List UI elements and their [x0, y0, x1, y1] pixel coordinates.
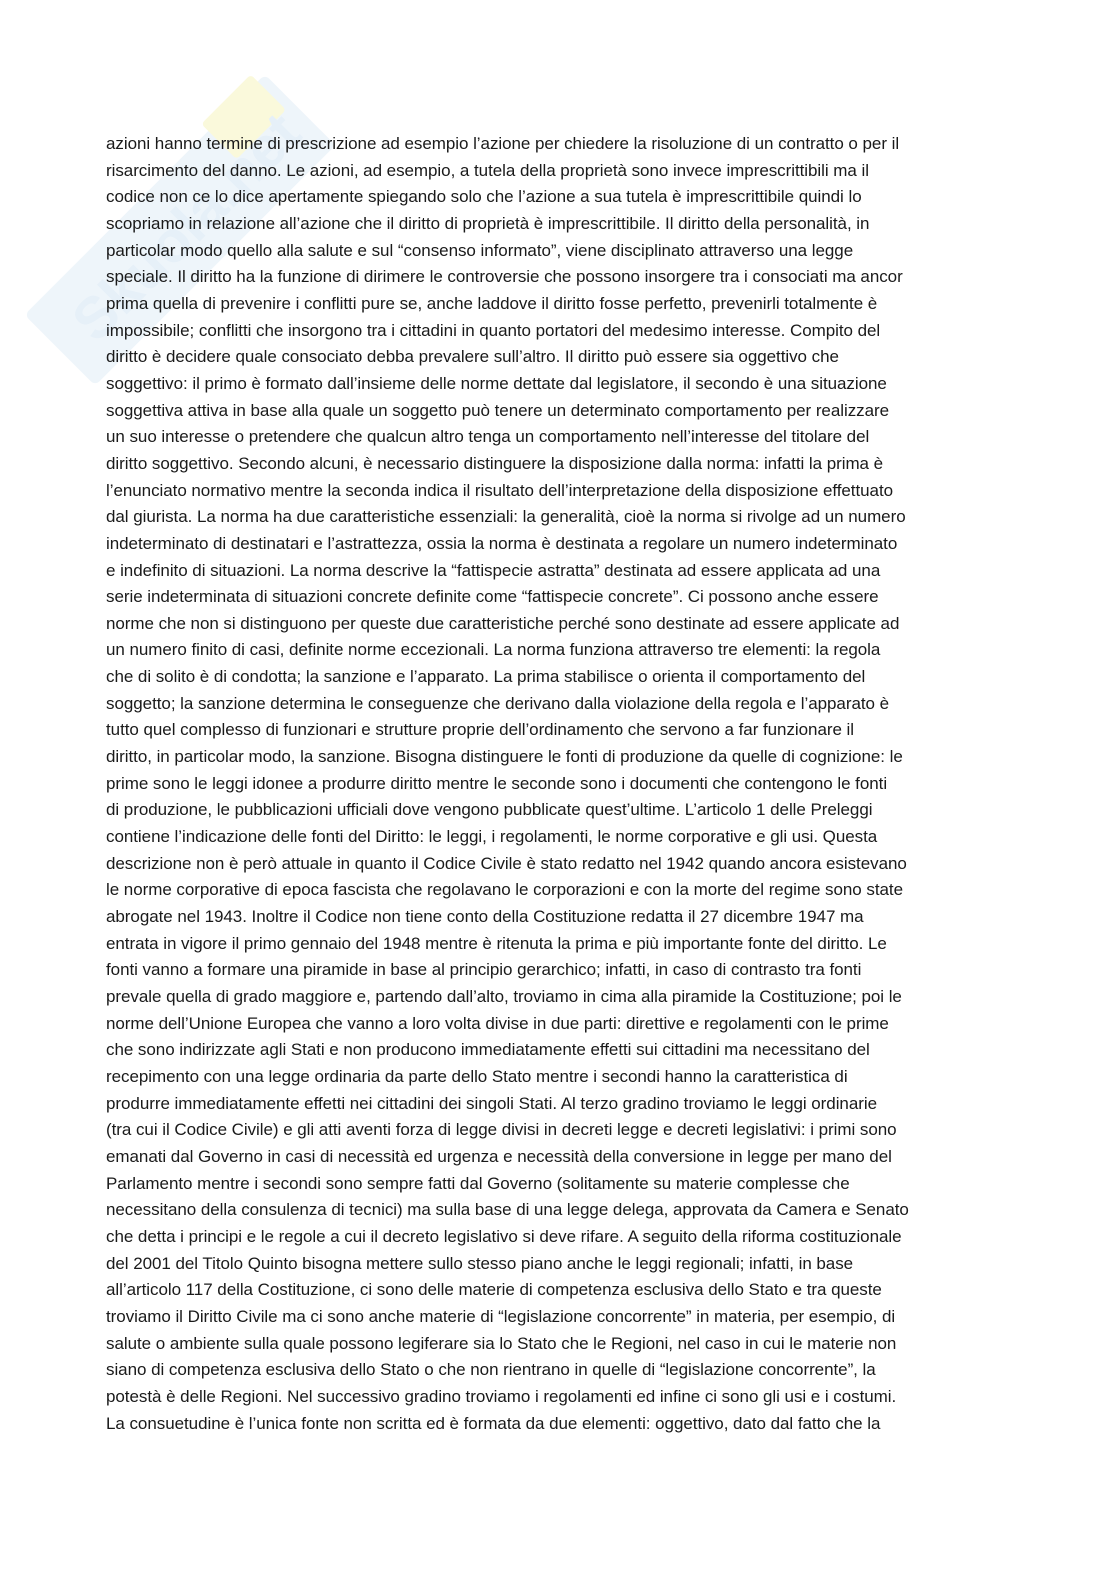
text-line: prevale quella di grado maggiore e, partendo dall’alto, troviamo in cima alla piramide la Costituzione; poi le	[106, 987, 902, 1006]
text-line: particolar modo quello alla salute e sul “consenso informato”, viene disciplinato attraverso una legge	[106, 240, 854, 260]
text-line: del 2001 del Titolo Quinto bisogna mettere sullo stesso piano anche le leggi regionali; infatti, in base	[106, 1253, 854, 1273]
text-line: e indefinito di situazioni. La norma descrive la “fattispecie astratta” destinata ad essere applicata ad una	[106, 560, 881, 580]
text-line: entrata in vigore il primo gennaio del 1948 mentre è ritenuta la prima e più importante fonte del diritto. Le	[106, 933, 887, 953]
text-line: un numero finito di casi, definite norme eccezionali. La norma funziona attraverso tre elementi: la regola	[106, 640, 881, 660]
text-line: soggettiva attiva in base alla quale un soggetto può tenere un determinato comportamento per realizzare	[106, 400, 890, 420]
text-line: di produzione, le pubblicazioni ufficiali dove vengono pubblicate quest’ultime. L’articolo 1 delle Preleggi	[106, 800, 873, 820]
text-line: l’enunciato normativo mentre la seconda indica il risultato dell’interpretazione della disposizione effettuato	[106, 480, 894, 500]
text-line: siano di competenza esclusiva dello Stato o che non rientrano in quelle di “legislazione concorrente”, la	[106, 1360, 876, 1380]
text-line: troviamo il Diritto Civile ma ci sono anche materie di “legislazione concorrente” in materia, per esempio, di	[106, 1306, 896, 1326]
text-line: (tra cui il Codice Civile) e gli atti aventi forza di legge divisi in decreti legge e decreti legislativi: i primi sono	[106, 1120, 897, 1140]
text-line: potestà è delle Regioni. Nel successivo gradino troviamo i regolamenti ed infine ci sono gli usi e i costumi.	[106, 1386, 897, 1406]
text-line: norme che non si distinguono per queste due caratteristiche perché sono destinate ad essere applicate ad	[106, 613, 900, 633]
text-line: prime sono le leggi idonee a produrre diritto mentre le seconde sono i documenti che contengono le fonti	[106, 773, 888, 793]
text-line: un suo interesse o pretendere che qualcun altro tenga un comportamento nell’interesse del titolare del	[106, 427, 870, 447]
text-line: descrizione non è però attuale in quanto il Codice Civile è stato redatto nel 1942 quando ancora esistevano	[106, 853, 907, 873]
text-line: produrre immediatamente effetti nei cittadini dei singoli Stati. Al terzo gradino troviamo le leggi ordinarie	[106, 1093, 877, 1113]
text-line: codice non ce lo dice apertamente spiegando solo che l’azione a sua tutela è imprescrittibile quindi lo	[106, 187, 862, 207]
text-line: impossibile; conflitti che insorgono tra i cittadini in quanto portatori del medesimo interesse. Compito del	[106, 320, 881, 340]
text-line: prima quella di prevenire i conflitti pure se, anche laddove il diritto fosse perfetto, prevenirli totalmente è	[106, 293, 878, 313]
text-line: dal giurista. La norma ha due caratteristiche essenziali: la generalità, cioè la norma si rivolge ad un numero	[106, 507, 906, 527]
text-line: serie indeterminata di situazioni concrete definite come “fattispecie concrete”. Ci possono anche essere	[106, 587, 879, 607]
text-line: La consuetudine è l’unica fonte non scritta ed è formata da due elementi: oggettivo, dato dal fatto che la	[106, 1413, 881, 1433]
text-line: fonti vanno a formare una piramide in base al principio gerarchico; infatti, in caso di contrasto tra fonti	[106, 960, 862, 980]
text-line: speciale. Il diritto ha la funzione di dirimere le controversie che possono insorgere tra i consociati ma ancor	[106, 267, 903, 287]
text-line: azioni hanno termine di prescrizione ad esempio l’azione per chiedere la risoluzione di un contratto o per il	[106, 134, 900, 153]
watermark-text: Skuola.net	[59, 100, 314, 354]
text-line: le norme corporative di epoca fascista che regolavano le corporazioni e con la morte del regime sono state	[106, 880, 903, 900]
text-line: risarcimento del danno. Le azioni, ad esempio, a tutela della proprietà sono invece imprescrittibili ma il	[106, 160, 869, 180]
text-line: emanati dal Governo in casi di necessità ed urgenza e necessità della conversione in legge per mano del	[106, 1146, 892, 1166]
text-line: soggetto; la sanzione determina le conseguenze che derivano dalla violazione della regola e l’apparato è	[106, 693, 890, 713]
text-line: recepimento con una legge ordinaria da parte dello Stato mentre i secondi hanno la caratteristica di	[106, 1066, 848, 1086]
text-line: diritto è decidere quale consociato debba prevalere sull’altro. Il diritto può essere sia oggettivo che	[106, 347, 839, 367]
text-line: che sono indirizzate agli Stati e non producono immediatamente effetti sui cittadini ma necessitano del	[106, 1040, 870, 1060]
text-line: contiene l’indicazione delle fonti del Diritto: le leggi, i regolamenti, le norme corporative e gli usi. Questa	[106, 827, 878, 847]
text-line: salute o ambiente sulla quale possono legiferare sia lo Stato che le Regioni, nel caso in cui le materie non	[106, 1333, 897, 1353]
text-line: diritto, in particolar modo, la sanzione. Bisogna distinguere le fonti di produzione da quelle di cognizione: le	[106, 747, 903, 767]
text-line: norme dell’Unione Europea che vanno a loro volta divise in due parti: direttive e regolamenti con le prime	[106, 1013, 889, 1033]
text-line: indeterminato di destinatari e l’astrattezza, ossia la norma è destinata a regolare un numero indeterminato	[106, 533, 898, 553]
text-line: che di solito è di condotta; la sanzione e l’apparato. La prima stabilisce o orienta il comportamento del	[106, 667, 866, 687]
text-line: soggettivo: il primo è formato dall’insieme delle norme dettate dal legislatore, il secondo è una situazione	[106, 373, 887, 393]
text-line: all’articolo 117 della Costituzione, ci sono delle materie di competenza esclusiva dello Stato e tra queste	[106, 1280, 882, 1300]
text-line: Parlamento mentre i secondi sono sempre fatti dal Governo (solitamente su materie complesse che	[106, 1173, 850, 1193]
text-line: che detta i principi e le regole a cui il decreto legislativo si deve rifare. A seguito della riforma costituzionale	[106, 1226, 902, 1246]
text-line: abrogate nel 1943. Inoltre il Codice non tiene conto della Costituzione redatta il 27 dicembre 1947 ma	[106, 907, 864, 927]
text-line: necessitano della consulenza di tecnici) ma sulla base di una legge delega, approvata da Camera e Senato	[106, 1200, 909, 1220]
text-line: diritto soggettivo. Secondo alcuni, è necessario distinguere la disposizione dalla norma: infatti la prima è	[106, 453, 884, 473]
text-line: scopriamo in relazione all’azione che il diritto di proprietà è imprescrittibile. Il diritto della personalità, in	[106, 213, 870, 233]
text-line: tutto quel complesso di funzionari e strutture proprie dell’ordinamento che servono a far funzionare il	[106, 720, 854, 740]
body-text	[106, 131, 1006, 1437]
